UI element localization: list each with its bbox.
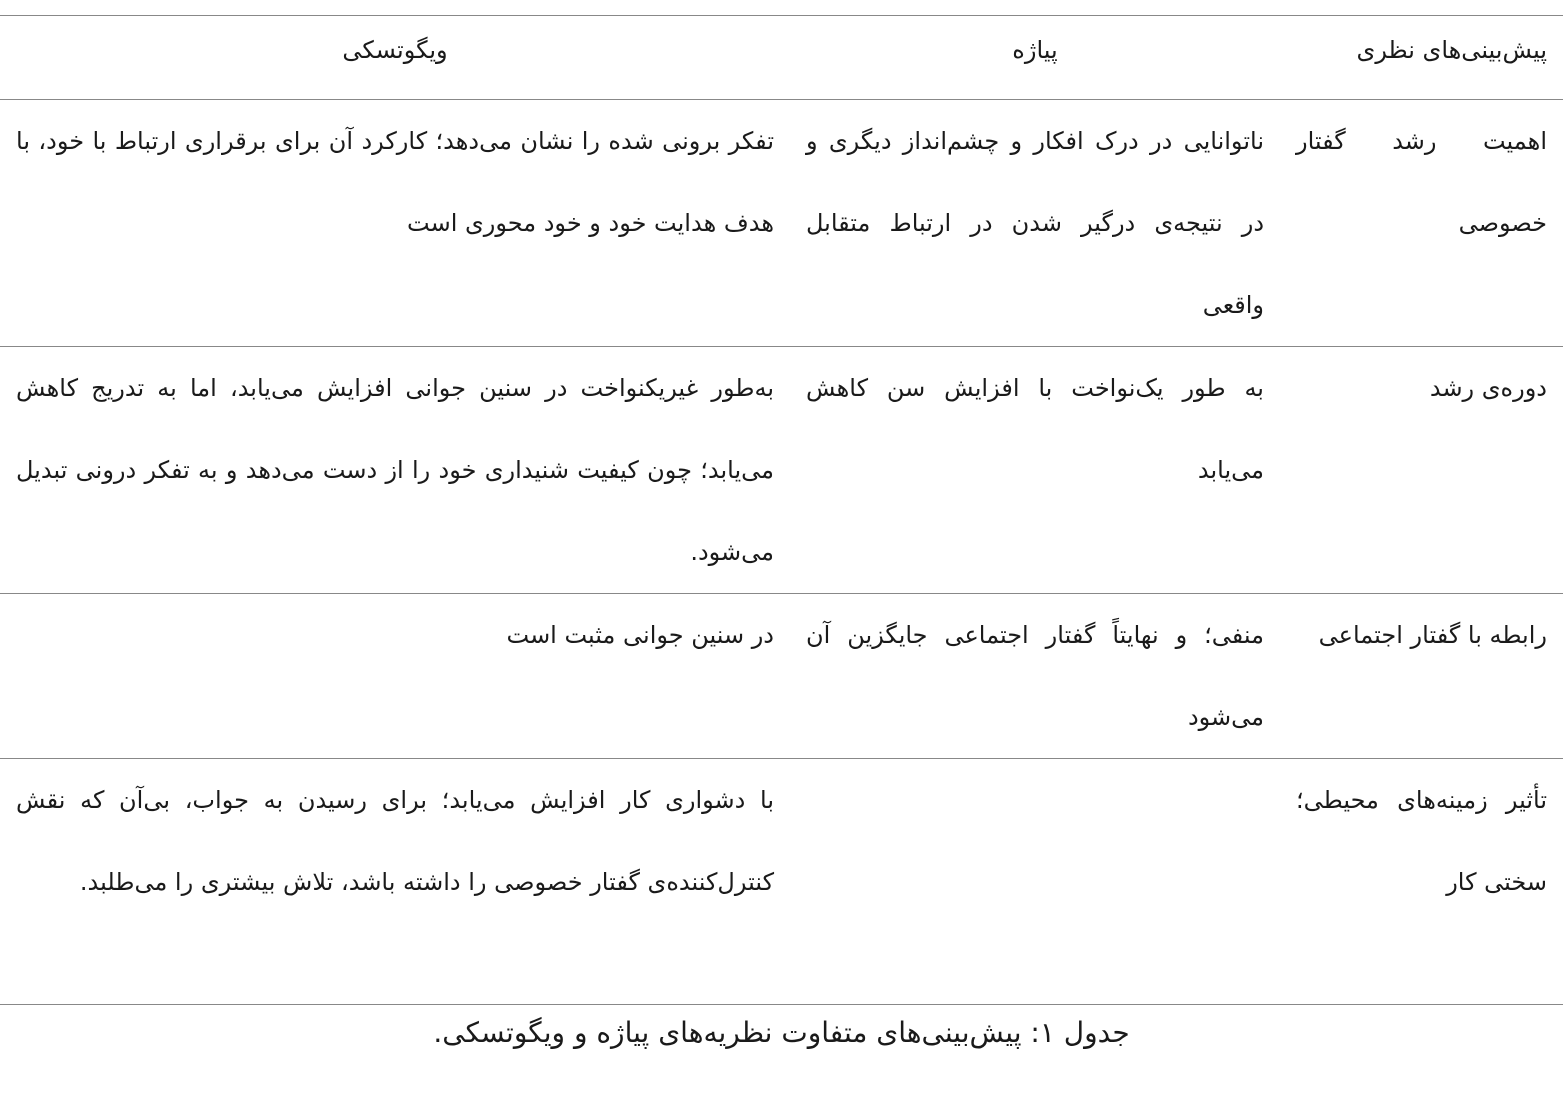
row-vygotsky-cell: در سنین جوانی مثبت است (506, 621, 774, 649)
row-piaget-cell: به طور یک‌نواخت با افزایش سن کاهش می‌یابد (806, 374, 1264, 484)
header-piaget: پیاژه (1012, 36, 1058, 64)
table-row (0, 594, 1563, 759)
table-body (0, 100, 1563, 1005)
table-row (0, 759, 1563, 1005)
row-topic-cell: رابطه با گفتار اجتماعی (1318, 621, 1547, 649)
row-piaget-cell: منفی؛ و نهایتاً گفتار اجتماعی جایگزین آن می‌شود (806, 621, 1264, 731)
table-row (0, 347, 1563, 594)
header-theoretical-predictions: پیش‌بینی‌های نظری (1356, 36, 1547, 64)
table-caption: جدول ۱: پیش‌بینی‌های متفاوت نظریه‌های پیاژه و ویگوتسکی. (433, 1016, 1130, 1049)
header-vygotsky: ویگوتسکی (342, 36, 448, 64)
row-topic-cell: اهمیت رشد گفتار خصوصی (1296, 127, 1547, 237)
header-row (0, 16, 1563, 100)
comparison-table-wrapper (0, 15, 1563, 1005)
row-topic-cell: دوره‌ی رشد (1429, 374, 1547, 402)
table-header (0, 16, 1563, 100)
row-piaget-cell (790, 759, 1280, 1005)
row-vygotsky-cell: تفکر برونی شده را نشان می‌دهد؛ کارکرد آن برای برقراری ارتباط با خود، با هدف هدایت خود و خود محوری است (16, 127, 774, 237)
row-vygotsky-cell: به‌طور غیریکنواخت در سنین جوانی افزایش می‌یابد، اما به تدریج کاهش می‌یابد؛ چون کیفیت شنیداری خود را از دست می‌دهد و به تفکر درونی تبدیل می‌شود. (16, 374, 774, 566)
comparison-table (0, 15, 1563, 1005)
row-piaget-cell: ناتوانایی در درک افکار و چشم‌انداز دیگری و در نتیجه‌ی درگیر شدن در ارتباط متقابل واقعی (806, 127, 1264, 319)
row-vygotsky-cell: با دشواری کار افزایش می‌یابد؛ برای رسیدن به جواب، بی‌آن که نقش کنترل‌کننده‌ی گفتار خصوصی را داشته باشد، تلاش بیشتری را می‌طلبد. (16, 786, 774, 896)
table-row (0, 100, 1563, 347)
row-topic-cell: تأثیر زمینه‌های محیطی؛ سختی کار (1296, 786, 1547, 896)
